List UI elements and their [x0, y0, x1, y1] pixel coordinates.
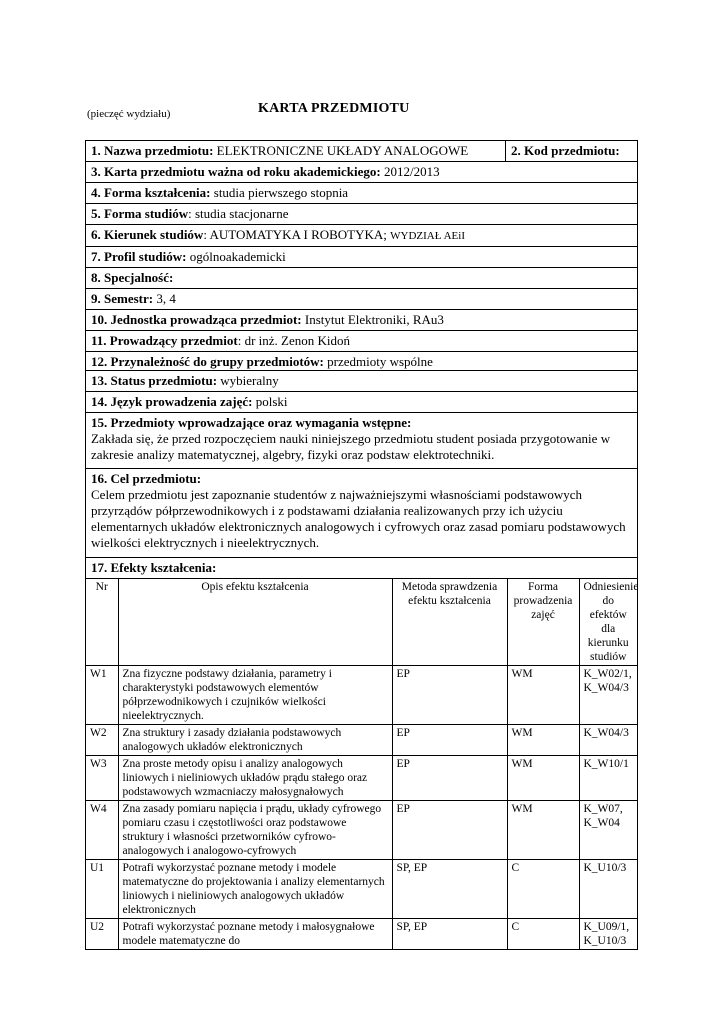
cell-reference: K_W02/1, K_W04/3 — [579, 666, 637, 725]
valid-year-value: 2012/2013 — [380, 164, 440, 179]
unit-value: Instytut Elektroniki, RAu3 — [301, 312, 444, 327]
cell-description: Zna proste metody opisu i analizy analogowych liniowych i nieliniowych układów prądu stałego oraz podstawowych wzmacniaczy małosygnałowych — [118, 756, 392, 801]
cell-method: EP — [392, 725, 507, 756]
course-code-cell — [506, 141, 637, 161]
field-of-study-label: 6. Kierunek studiów — [91, 227, 204, 242]
prerequisites-label: 15. Przedmioty wprowadzające oraz wymagania wstępne: — [91, 415, 412, 430]
row-field-of-study — [86, 225, 637, 247]
cell-method: SP, EP — [392, 860, 507, 919]
education-form-label: 4. Forma kształcenia: — [91, 185, 211, 200]
cell-form: WM — [507, 666, 579, 725]
prerequisites-text: Zakłada się, że przed rozpoczęciem nauki niniejszego przedmiotu student posiada przygotowanie w zakresie analizy matematycznej, algebry, fizyki oraz podstaw elektrotechniki. — [91, 431, 611, 462]
row-course-goal — [86, 469, 637, 558]
table-row — [86, 919, 637, 950]
course-group-label: 12. Przynależność do grupy przedmiotów: — [91, 354, 324, 369]
cell-method: EP — [392, 666, 507, 725]
unit-label: 10. Jednostka prowadząca przedmiot: — [91, 312, 302, 327]
faculty-name: WYDZIAŁ AEiI — [390, 230, 465, 242]
row-valid-year — [86, 162, 637, 183]
row-course-name — [86, 141, 637, 162]
row-learning-outcomes — [86, 558, 637, 579]
cell-nr: W1 — [86, 666, 118, 725]
row-language — [86, 392, 637, 413]
lecturer-label: 11. Prowadzący przedmiot — [91, 333, 238, 348]
course-group-value: przedmioty wspólne — [323, 354, 433, 369]
row-course-status — [86, 371, 637, 392]
row-prerequisites — [86, 413, 637, 469]
study-form-label: 5. Forma studiów — [91, 206, 189, 221]
table-row — [86, 725, 637, 756]
cell-description: Zna zasady pomiaru napięcia i prądu, układy cyfrowego pomiaru czasu i częstotliwości oraz podstawowe struktury i własności przetworników cyfrowo-analogowych i analogowo-cyfrowych — [118, 801, 392, 860]
faculty-stamp-label: (pieczęć wydziału) — [87, 108, 171, 120]
course-name-value: ELEKTRONICZNE UKŁADY ANALOGOWE — [213, 143, 469, 158]
cell-reference: K_U10/3 — [579, 860, 637, 919]
course-code-label: 2. Kod przedmiotu: — [511, 143, 620, 158]
course-name-label: 1. Nazwa przedmiotu: — [91, 143, 214, 158]
study-profile-label: 7. Profil studiów: — [91, 249, 187, 264]
education-form-value: studia pierwszego stopnia — [210, 185, 349, 200]
course-card — [85, 140, 638, 950]
course-goal-label: 16. Cel przedmiotu: — [91, 471, 202, 486]
course-status-label: 13. Status przedmiotu: — [91, 373, 218, 388]
row-lecturer — [86, 331, 637, 352]
learning-outcomes-label: 17. Efekty kształcenia: — [91, 560, 217, 575]
col-header-description: Opis efektu kształcenia — [118, 579, 392, 666]
field-of-study-value: : AUTOMATYKA I ROBOTYKA; — [203, 227, 391, 242]
cell-reference: K_W04/3 — [579, 725, 637, 756]
row-unit — [86, 310, 637, 331]
cell-method: EP — [392, 756, 507, 801]
cell-nr: W2 — [86, 725, 118, 756]
cell-form: C — [507, 919, 579, 950]
cell-form: WM — [507, 801, 579, 860]
cell-reference: K_U09/1, K_U10/3 — [579, 919, 637, 950]
cell-method: SP, EP — [392, 919, 507, 950]
table-row — [86, 801, 637, 860]
cell-form: WM — [507, 756, 579, 801]
row-specialization — [86, 268, 637, 289]
lecturer-value: : dr inż. Zenon Kidoń — [237, 333, 351, 348]
row-education-form — [86, 183, 637, 204]
cell-nr: W4 — [86, 801, 118, 860]
row-course-group — [86, 352, 637, 371]
table-row — [86, 756, 637, 801]
cell-method: EP — [392, 801, 507, 860]
valid-year-label: 3. Karta przedmiotu ważna od roku akademickiego: — [91, 164, 381, 179]
cell-form: C — [507, 860, 579, 919]
table-row — [86, 860, 637, 919]
col-header-nr: Nr — [86, 579, 118, 666]
course-goal-text: Celem przedmiotu jest zapoznanie studentów z najważniejszymi własnościami podstawowych przyrządów półprzewodnikowych i z podstawami działania realizowanych przy ich użyciu elementarnych układów elektronicznych analogowych i cyfrowych oraz zasad pomiaru podstawowych wielkości elektrycznych i nieelektrycznych. — [91, 487, 626, 550]
cell-reference: K_W10/1 — [579, 756, 637, 801]
row-semester — [86, 289, 637, 310]
row-study-form — [86, 204, 637, 225]
semester-value: 3, 4 — [153, 291, 176, 306]
cell-nr: U2 — [86, 919, 118, 950]
language-label: 14. Język prowadzenia zajęć: — [91, 394, 253, 409]
cell-description: Potrafi wykorzystać poznane metody i małosygnałowe modele matematyczne do — [118, 919, 392, 950]
col-header-form: Forma prowadzenia zajęć — [507, 579, 579, 666]
study-form-value: : studia stacjonarne — [188, 206, 289, 221]
cell-reference: K_W07, K_W04 — [579, 801, 637, 860]
page-title: KARTA PRZEDMIOTU — [258, 101, 410, 116]
course-status-value: wybieralny — [217, 373, 279, 388]
semester-label: 9. Semestr: — [91, 291, 154, 306]
col-header-reference: Odniesienie do efektów dla kierunku studiów — [579, 579, 637, 666]
row-study-profile — [86, 247, 637, 268]
col-header-method: Metoda sprawdzenia efektu kształcenia — [392, 579, 507, 666]
cell-form: WM — [507, 725, 579, 756]
cell-nr: U1 — [86, 860, 118, 919]
learning-outcomes-table — [86, 579, 637, 950]
cell-nr: W3 — [86, 756, 118, 801]
study-profile-value: ogólnoakademicki — [186, 249, 286, 264]
cell-description: Potrafi wykorzystać poznane metody i modele matematyczne do projektowania i analizy elementarnych liniowych i nieliniowych analogowych układów elektronicznych — [118, 860, 392, 919]
language-value: polski — [252, 394, 288, 409]
cell-description: Zna fizyczne podstawy działania, parametry i charakterystyki podstawowych elementów półprzewodnikowych i czujników wielkości nieelektrycznych. — [118, 666, 392, 725]
table-header-row — [86, 579, 637, 666]
cell-description: Zna struktury i zasady działania podstawowych analogowych układów elektronicznych — [118, 725, 392, 756]
course-name-cell — [86, 141, 506, 161]
specialization-label: 8. Specjalność: — [91, 270, 174, 285]
table-row — [86, 666, 637, 725]
